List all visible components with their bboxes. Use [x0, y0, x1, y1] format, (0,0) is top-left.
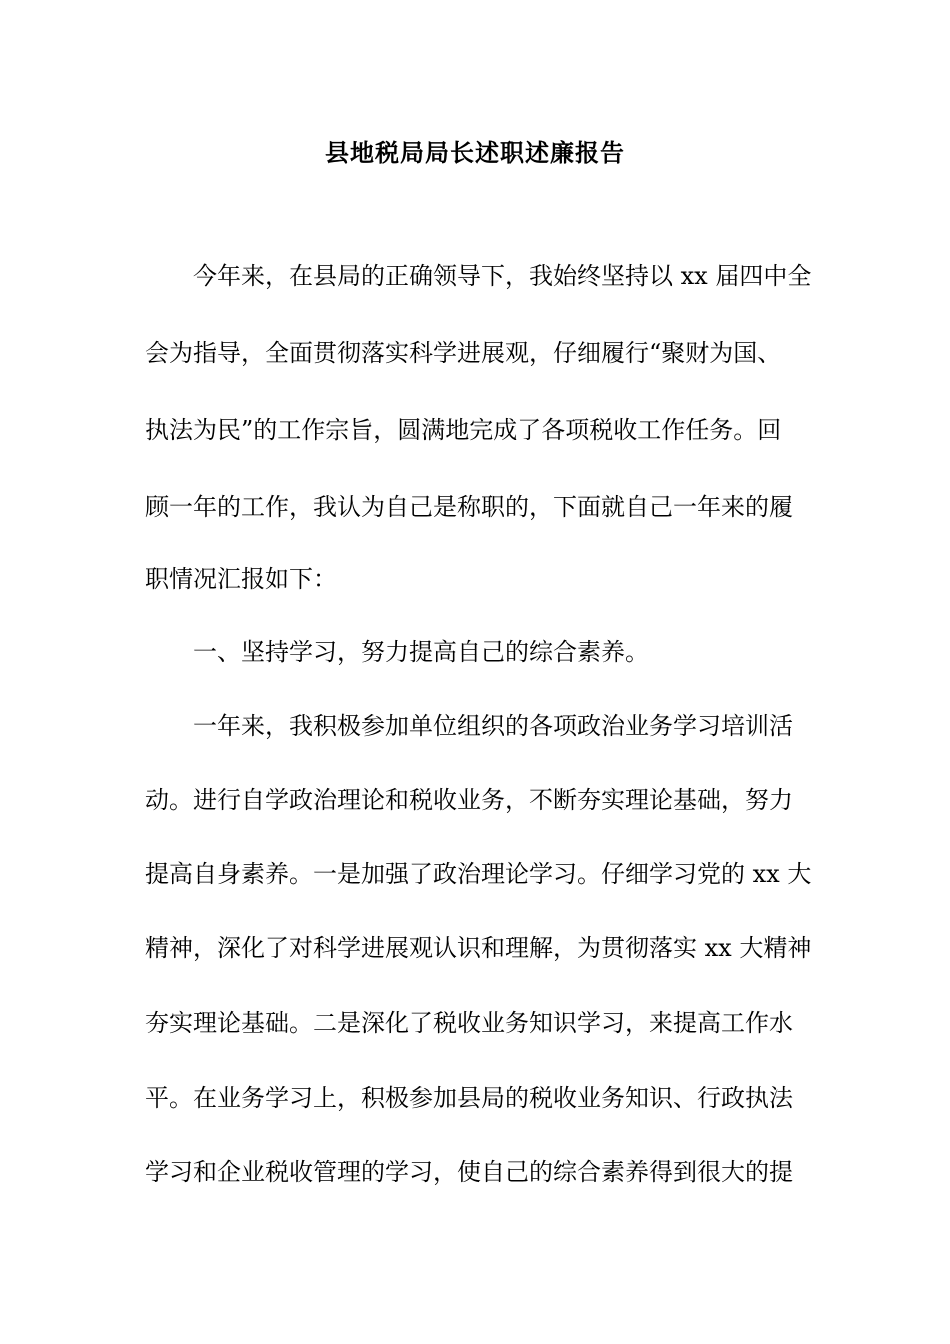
body-line: 一年来，我积极参加单位组织的各项政治业务学习培训活	[145, 712, 793, 740]
body-line: 动。进行自学政治理论和税收业务，不断夯实理论基础，努力	[145, 786, 793, 814]
body-line: 学习和企业税收管理的学习，使自己的综合素养得到很大的提	[145, 1158, 793, 1186]
body-line: 顾一年的工作，我认为自己是称职的，下面就自己一年来的履	[145, 493, 793, 521]
body-line: 精神，深化了对科学进展观认识和理解，为贯彻落实 xx 大精神	[145, 934, 812, 962]
body-line: 提高自身素养。一是加强了政治理论学习。仔细学习党的 xx 大	[145, 860, 812, 888]
body-line: 职情况汇报如下：	[145, 565, 337, 593]
body-line: 平。在业务学习上，积极参加县局的税收业务知识、行政执法	[145, 1084, 793, 1112]
body-line: 今年来，在县局的正确领导下，我始终坚持以 xx 届四中全	[145, 262, 812, 290]
document-title: 县地税局局长述职述廉报告	[325, 138, 625, 167]
body-line: 会为指导，全面贯彻落实科学进展观，仔细履行“聚财为国、	[145, 339, 782, 367]
section-heading: 一、坚持学习，努力提高自己的综合素养。	[145, 638, 649, 666]
body-line: 夯实理论基础。二是深化了税收业务知识学习，来提高工作水	[145, 1009, 793, 1037]
body-line: 执法为民”的工作宗旨，圆满地完成了各项税收工作任务。回	[145, 416, 782, 444]
